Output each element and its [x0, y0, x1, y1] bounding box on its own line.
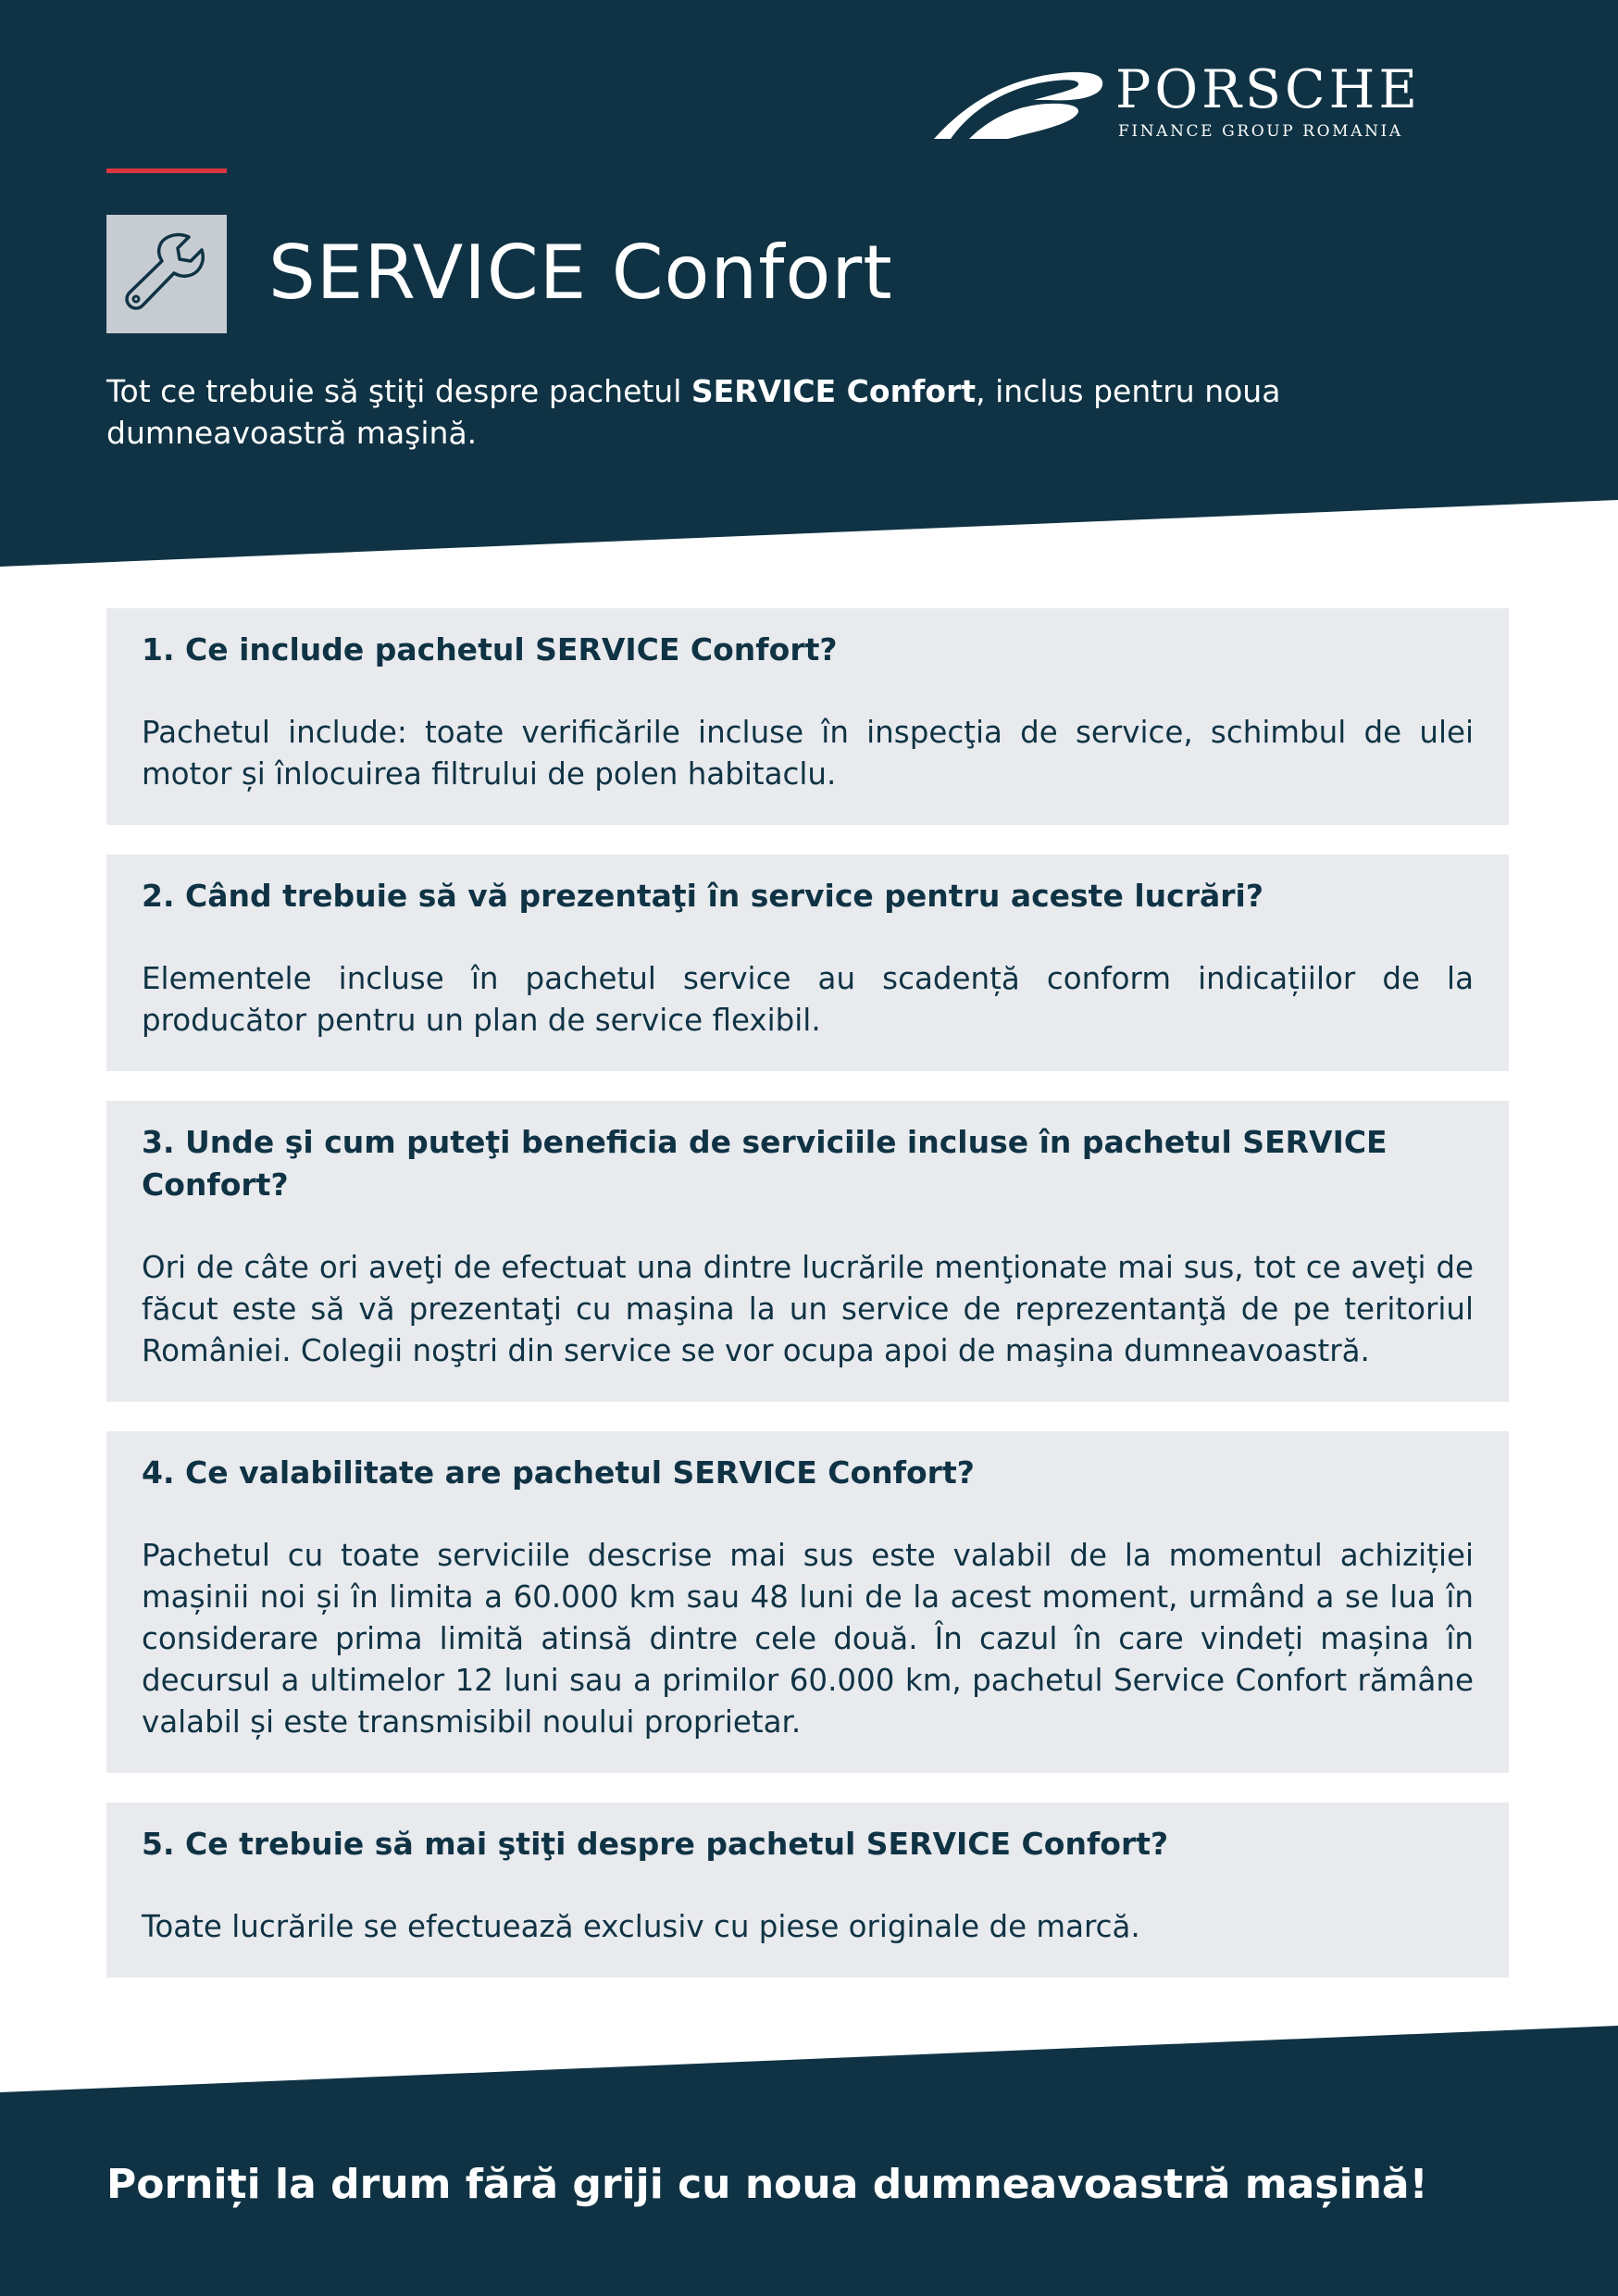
faq-answer: Ori de câte ori aveţi de efectuat una dintre lucrările menţionate mai sus, tot ce aveţi de făcut este să vă prezentaţi cu maşina la un service de reprezentanţă de pe teritoriul României. Colegii noştri din service se vor ocupa apoi de maşina dumneavoastră. — [142, 1250, 1474, 1368]
road-swoosh-icon — [930, 63, 1106, 143]
faq-answer: Pachetul include: toate verificările incluse în inspecţia de service, schimbul de ulei motor și înlocuirea filtrului de polen habitaclu. — [142, 715, 1474, 792]
faq-question: 2. Când trebuie să vă prezentaţi în service pentru aceste lucrări? — [142, 878, 1263, 914]
faq-answer: Elementele incluse în pachetul service au scadență conform indicațiilor de la producător pentru un plan de service flexibil. — [142, 961, 1474, 1038]
intro-text — [106, 370, 1439, 454]
accent-line — [106, 168, 227, 173]
brand-name: PORSCHE — [1115, 59, 1421, 120]
faq-item-2 — [106, 855, 1509, 1071]
brand-subtitle: FINANCE GROUP ROMANIA — [1118, 122, 1403, 141]
intro-text-bold: SERVICE Confort — [691, 373, 977, 409]
faq-item-4 — [106, 1431, 1509, 1773]
faq-list — [106, 608, 1509, 2007]
faq-question: 5. Ce trebuie să mai ştiţi despre pachetul SERVICE Confort? — [142, 1826, 1169, 1862]
intro-text-after: , inclus pentru noua dumneavoastră maşină. — [106, 373, 1281, 451]
faq-question: 1. Ce include pachetul SERVICE Confort? — [142, 631, 838, 668]
page-title: SERVICE Confort — [268, 230, 893, 316]
porsche-finance-logo — [930, 57, 1523, 145]
faq-item-3 — [106, 1101, 1509, 1402]
service-icon-box — [106, 215, 227, 333]
faq-answer: Pachetul cu toate serviciile descrise mai sus este valabil de la momentul achiziției mașinii noi și în limita a 60.000 km sau 48 luni de la acest moment, urmând a se lua în considerare prima limită atinsă dintre cele două. În cazul în care vindeți mașina în decursul a ultimelor 12 luni sau a primilor 60.000 km, pachetul Service Confort rămâne valabil și este transmisibil noului proprietar. — [142, 1538, 1474, 1740]
faq-question: 4. Ce valabilitate are pachetul SERVICE Confort? — [142, 1454, 975, 1491]
faq-answer: Toate lucrările se efectuează exclusiv cu piese originale de marcă. — [142, 1909, 1140, 1944]
faq-question: 3. Unde şi cum puteţi beneficia de serviciile incluse în pachetul SERVICE Confort? — [142, 1124, 1388, 1203]
faq-item-5 — [106, 1803, 1509, 1978]
intro-text-before: Tot ce trebuie să ştiţi despre pachetul — [106, 373, 691, 409]
footer-slogan: Porniți la drum fără griji cu noua dumneavoastră mașină! — [106, 2161, 1428, 2208]
wrench-icon — [120, 228, 213, 320]
faq-item-1 — [106, 608, 1509, 825]
